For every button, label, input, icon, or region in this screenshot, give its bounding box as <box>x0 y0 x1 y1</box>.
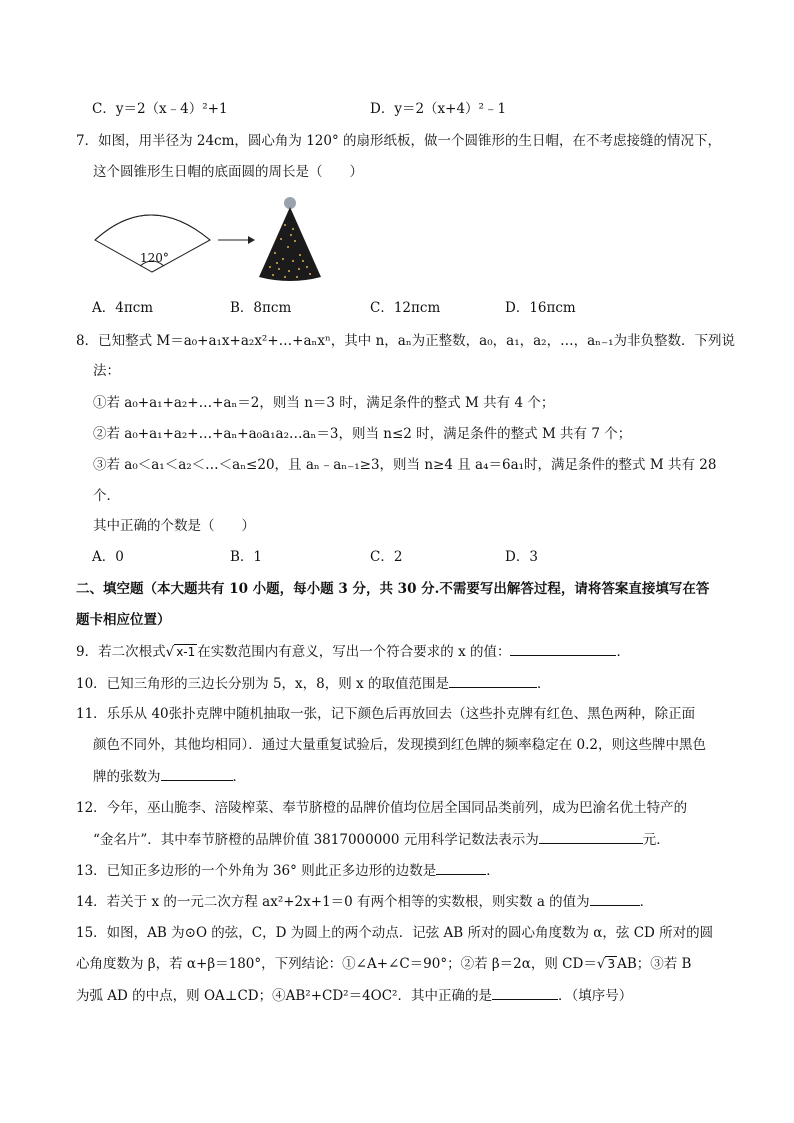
q14-answer-blank[interactable] <box>590 891 640 906</box>
q7-text-line2: 这个圆锥形生日帽的底面圆的周长是（ ） <box>93 164 363 180</box>
q15-text-line3 <box>76 985 632 1006</box>
q7-option-a: A．4πcm <box>92 300 154 316</box>
q15-line2-part2: AB；③若 B <box>617 956 692 972</box>
q10-body: 10．已知三角形的三边长分别为 5，x，8，则 x 的取值范围是 <box>76 676 449 692</box>
q13-answer-blank[interactable] <box>436 860 486 875</box>
q14-body: 14．若关于 x 的一元二次方程 ax²+2x+1＝0 有两个相等的实数根，则实数 a 的值为 <box>76 894 590 910</box>
q11-end: ． <box>232 769 246 785</box>
q12-answer-blank[interactable] <box>539 829 643 844</box>
q11-text-line2: 颜色不同外，其他均相同）．通过大量重复试验后，发现摸到红色牌的频率稳定在 0.2，则这些牌中黑色 <box>93 737 707 753</box>
q8-option-a: A．0 <box>92 549 124 565</box>
q9-radicand: x-1 <box>176 645 196 659</box>
sqrt-expression: √ x-1 <box>165 644 196 660</box>
q10-answer-blank[interactable] <box>449 673 537 688</box>
q14-end: ． <box>639 894 654 910</box>
q12-body: “金名片”．其中奉节脐橙的品牌价值 3817000000 元用科学记数法表示为 <box>93 832 539 848</box>
q8-statement-2: ②若 a₀+a₁+a₂+…+aₙ+a₀a₁a₂…aₙ＝3，则当 n≤2 时，满足条件的整式 M 共有 7 个； <box>93 426 632 442</box>
hat-cone <box>259 207 321 281</box>
sqrt-3-expression: √ 3 <box>596 956 616 972</box>
q10-end: ． <box>536 676 551 692</box>
q7-option-b: B．8πcm <box>230 300 292 316</box>
q8-text-line1: 8．已知整式 M＝a₀+a₁x+a₂x²+…+aₙxⁿ，其中 n，aₙ为正整数，a₀，a₁，a₂，…，aₙ₋₁为非负整数．下列说 <box>76 333 735 349</box>
q15-text-line1: 15．如图，AB 为⊙O 的弦，C，D 为圆上的两个动点．记弦 AB 所对的圆心角度数为 α，弦 CD 所对的圆 <box>76 925 714 941</box>
q6-option-d: D．y＝2（x+4）²﹣1 <box>370 101 507 117</box>
q13-end: ． <box>486 863 500 879</box>
q12-text-line1: 12．今年，巫山脆李、涪陵榨菜、奉节脐橙的品牌价值均位居全国同品类前列，成为巴渝名优土特产的 <box>76 800 688 816</box>
q8-option-c: C．2 <box>370 549 403 565</box>
q9-prefix: 9．若二次根式 <box>76 644 166 660</box>
q8-option-b: B．1 <box>230 549 263 565</box>
q15-sqrt-value: 3 <box>607 957 616 971</box>
q7-option-c: C．12πcm <box>370 300 441 316</box>
section-2-heading-line1: 二、填空题（本大题共有 10 小题，每小题 3 分，共 30 分.不需要写出解答过程，请将答案直接填写在答 <box>76 581 710 597</box>
q15-text-line2 <box>76 954 691 974</box>
q12-end: 元． <box>642 832 670 848</box>
q10-text <box>76 673 550 694</box>
q11-text-line3 <box>93 766 246 787</box>
q8-text-line2: 法： <box>93 363 120 379</box>
q7-option-d: D．16πcm <box>505 300 576 316</box>
q12-text-line2 <box>93 829 670 850</box>
q13-body: 13．已知正多边形的一个外角为 36° 则此正多边形的边数是 <box>76 863 437 879</box>
q8-statement-1: ①若 a₀+a₁+a₂+…+aₙ＝2，则当 n＝3 时，满足条件的整式 M 共有 4 个； <box>93 395 555 411</box>
q15-line2-part1: 心角度数为 β，若 α+β＝180°，下列结论：①∠A+∠C＝90°；②若 β＝2α，则 CD＝ <box>76 956 597 972</box>
q9-suffix: 在实数范围内有意义，写出一个符合要求的 x 的值： <box>197 644 511 660</box>
sector-angle-label: 120° <box>140 251 169 265</box>
q6-option-c: C．y＝2（x﹣4）²+1 <box>92 101 228 117</box>
q14-text <box>76 891 653 912</box>
q15-answer-blank[interactable] <box>492 985 558 1000</box>
q15-body: 为弧 AD 的中点，则 OA⊥CD；④AB²+CD²＝4OC²．其中正确的是 <box>76 988 492 1004</box>
section-2-heading-line2: 题卡相应位置） <box>76 612 171 628</box>
q11-body: 牌的张数为 <box>93 769 161 785</box>
q15-end: ．（填序号） <box>557 988 633 1004</box>
q11-answer-blank[interactable] <box>161 766 233 781</box>
q9-answer-blank[interactable] <box>510 641 616 656</box>
q9-text <box>76 641 630 662</box>
arrow-head <box>248 236 255 244</box>
party-hat-image <box>255 195 325 285</box>
sector-arc <box>95 215 210 240</box>
q11-text-line1: 11．乐乐从 40张扑克牌中随机抽取一张，记下颜色后再放回去（这些扑克牌有红色、黑色两种，除正面 <box>76 706 696 722</box>
q8-question: 其中正确的个数是（ ） <box>93 518 255 534</box>
q8-statement-3a: ③若 a₀＜a₁＜a₂＜…＜aₙ≤20，且 aₙ﹣aₙ₋₁≥3，则当 n≥4 且 a₄＝6a₁时，满足条件的整式 M 共有 28 <box>93 457 717 473</box>
q8-statement-3b: 个． <box>93 488 120 504</box>
q13-text <box>76 860 500 881</box>
q9-end: ． <box>616 644 630 660</box>
q7-text-line1: 7．如图，用半径为 24cm，圆心角为 120° 的扇形纸板，做一个圆锥形的生日帽，在不考虑接缝的情况下， <box>76 133 722 149</box>
q8-option-d: D．3 <box>505 549 538 565</box>
